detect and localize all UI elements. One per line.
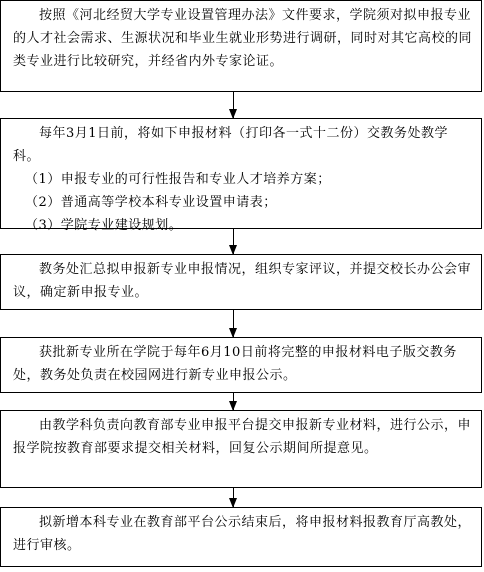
flow-arrow-3 bbox=[233, 310, 234, 337]
flow-step-2-item-1: （1）申报专业的可行性报告和专业人才培养方案； bbox=[25, 172, 331, 187]
flow-step-2-text: 每年3月1日前，将如下申报材料（打印各一式十二份）交教务处教学科。 bbox=[13, 126, 449, 164]
flow-step-5-text: 由教学科负责向教育部专业申报平台提交申报新专业材料，进行公示，申报学院按教育部要求提交相关材料，回复公示期间所提意见。 bbox=[13, 418, 472, 456]
flow-arrow-5 bbox=[233, 488, 234, 507]
flow-step-1 bbox=[0, 0, 482, 92]
flow-arrow-1 bbox=[233, 92, 234, 118]
flow-step-4 bbox=[0, 337, 482, 393]
flow-arrow-4 bbox=[233, 393, 234, 410]
flow-step-5 bbox=[0, 410, 482, 488]
flow-step-2-item-2: （2）普通高等学校本科专业设置申请表； bbox=[25, 195, 277, 210]
flow-step-2 bbox=[0, 118, 482, 233]
flow-step-6-text: 拟新增本科专业在教育部平台公示结束后，将申报材料报教育厅高教处，进行审核。 bbox=[13, 515, 472, 553]
flow-step-1-text: 按照《河北经贸大学专业设置管理办法》文件要求，学院须对拟申报专业的人才社会需求、生源状况和毕业生就业形势进行调研，同时对其它高校的同类专业进行比较研究，并经省内外专家论证。 bbox=[13, 8, 473, 69]
flow-step-2-item-3: （3）学院专业建设规划。 bbox=[25, 218, 183, 233]
flow-step-6 bbox=[0, 507, 482, 567]
flow-step-3 bbox=[0, 254, 482, 310]
flow-step-3-text: 教务处汇总拟申报新专业申报情况，组织专家评议，并提交校长办公会审议，确定新申报专业。 bbox=[13, 262, 472, 300]
flow-arrow-2 bbox=[233, 229, 234, 254]
flow-step-4-text: 获批新专业所在学院于每年6月10日前将完整的申报材料电子版交教务处，教务处负责在校园网进行新专业申报公示。 bbox=[13, 345, 457, 383]
